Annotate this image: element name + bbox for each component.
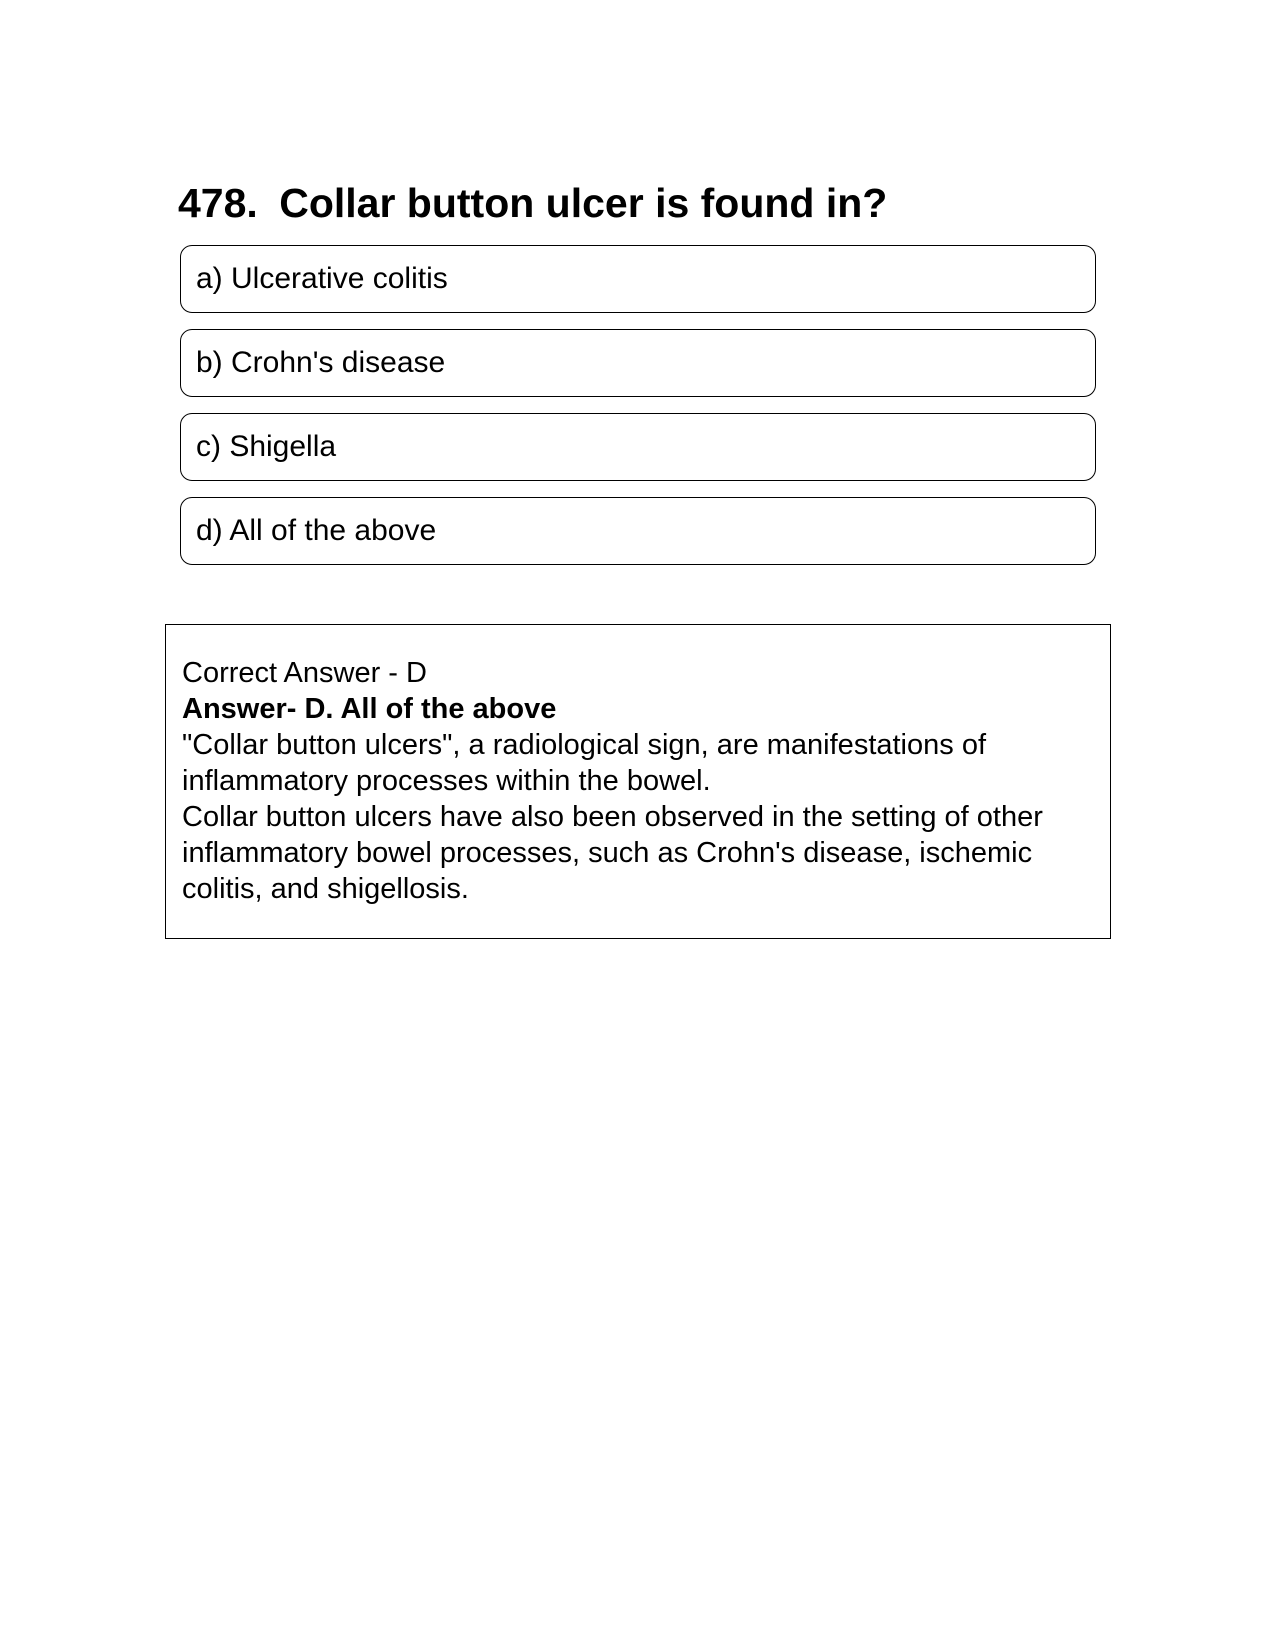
option-a[interactable]: a) Ulcerative colitis <box>180 245 1096 313</box>
question-number: 478. <box>178 180 258 226</box>
option-b[interactable]: b) Crohn's disease <box>180 329 1096 397</box>
explanation-paragraph-1: "Collar button ulcers", a radiological sign, are manifestations of inflammatory processes within the bowel. <box>182 729 986 797</box>
correct-answer-line: Correct Answer - D <box>182 657 427 689</box>
question-heading <box>178 178 1098 228</box>
answer-heading: Answer- D. All of the above <box>182 693 557 725</box>
options-list <box>180 245 1096 581</box>
option-c[interactable]: c) Shigella <box>180 413 1096 481</box>
question-text: Collar button ulcer is found in? <box>279 180 888 226</box>
explanation-paragraph-2: Collar button ulcers have also been observed in the setting of other inflammatory bowel processes, such as Crohn's disease, ischemic colitis, and shigellosis. <box>182 801 1043 905</box>
answer-explanation-box <box>165 624 1111 939</box>
option-d[interactable]: d) All of the above <box>180 497 1096 565</box>
